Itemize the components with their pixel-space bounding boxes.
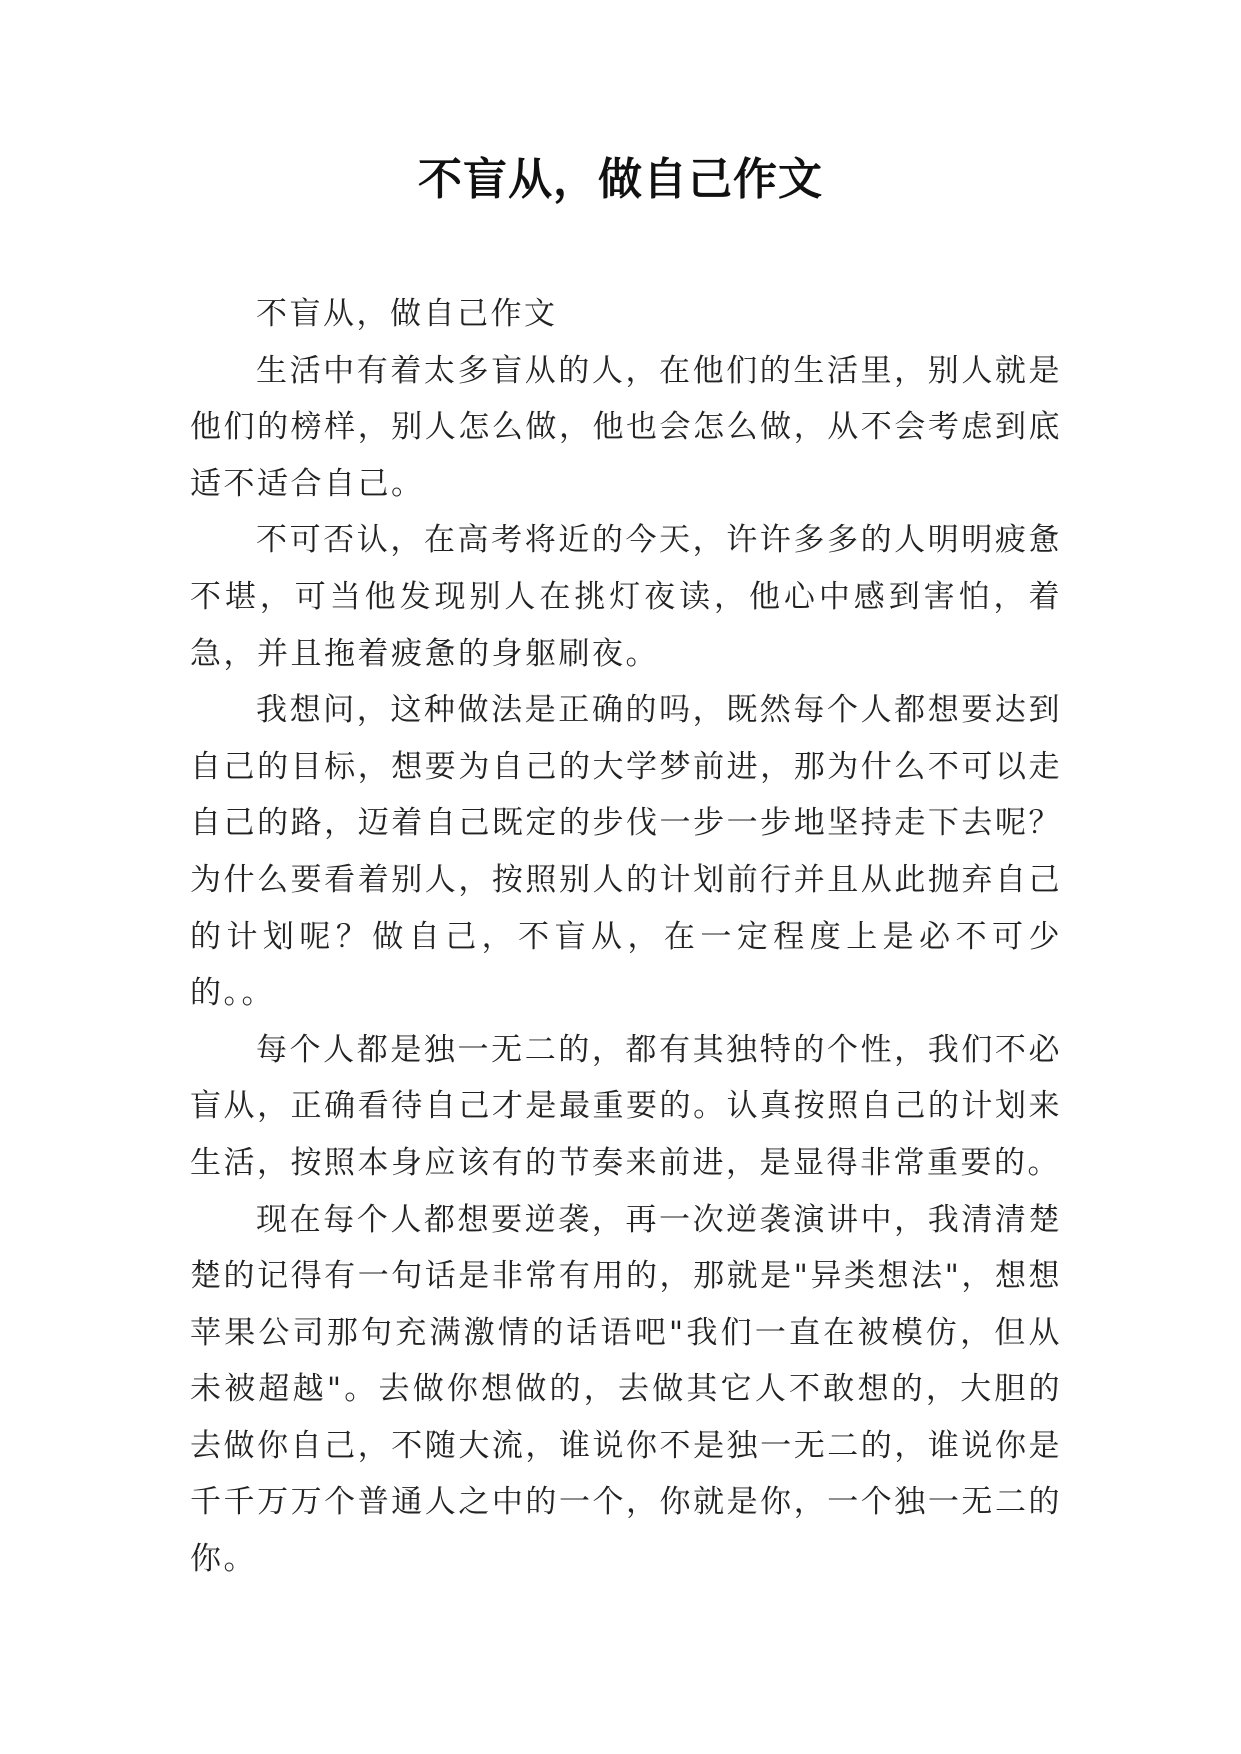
document-body xyxy=(190,286,1062,1588)
document-title: 不盲从，做自己作文 xyxy=(418,154,823,205)
paragraph: 不可否认，在高考将近的今天，许许多多的人明明疲惫不堪，可当他发现别人在挑灯夜读，他心中感到害怕，着急，并且拖着疲惫的身躯刷夜。 xyxy=(190,522,1062,672)
paragraph: 我想问，这种做法是正确的吗，既然每个人都想要达到自己的目标，想要为自己的大学梦前进，那为什么不可以走自己的路，迈着自己既定的步伐一步一步地坚持走下去呢？为什么要看着别人，按照别人的计划前行并且从此抛弃自己的计划呢？做自己，不盲从，在一定程度上是必不可少的。。 xyxy=(190,692,1062,1012)
paragraph: 每个人都是独一无二的，都有其独特的个性，我们不必盲从，正确看待自己才是最重要的。认真按照自己的计划来生活，按照本身应该有的节奏来前进，是显得非常重要的。 xyxy=(190,1031,1062,1181)
paragraph: 现在每个人都想要逆袭，再一次逆袭演讲中，我清清楚楚的记得有一句话是非常有用的，那就是"异类想法"，想想苹果公司那句充满激情的话语吧"我们一直在被模仿，但从未被超越"。去做你想做的，去做其它人不敢想的，大胆的去做你自己，不随大流，谁说你不是独一无二的，谁说你是千千万万个普通人之中的一个，你就是你，一个独一无二的你。 xyxy=(190,1201,1062,1578)
paragraph-heading: 不盲从，做自己作文 xyxy=(256,296,558,332)
paragraph: 生活中有着太多盲从的人，在他们的生活里，别人就是他们的榜样，别人怎么做，他也会怎么做，从不会考虑到底适不适合自己。 xyxy=(190,352,1062,502)
